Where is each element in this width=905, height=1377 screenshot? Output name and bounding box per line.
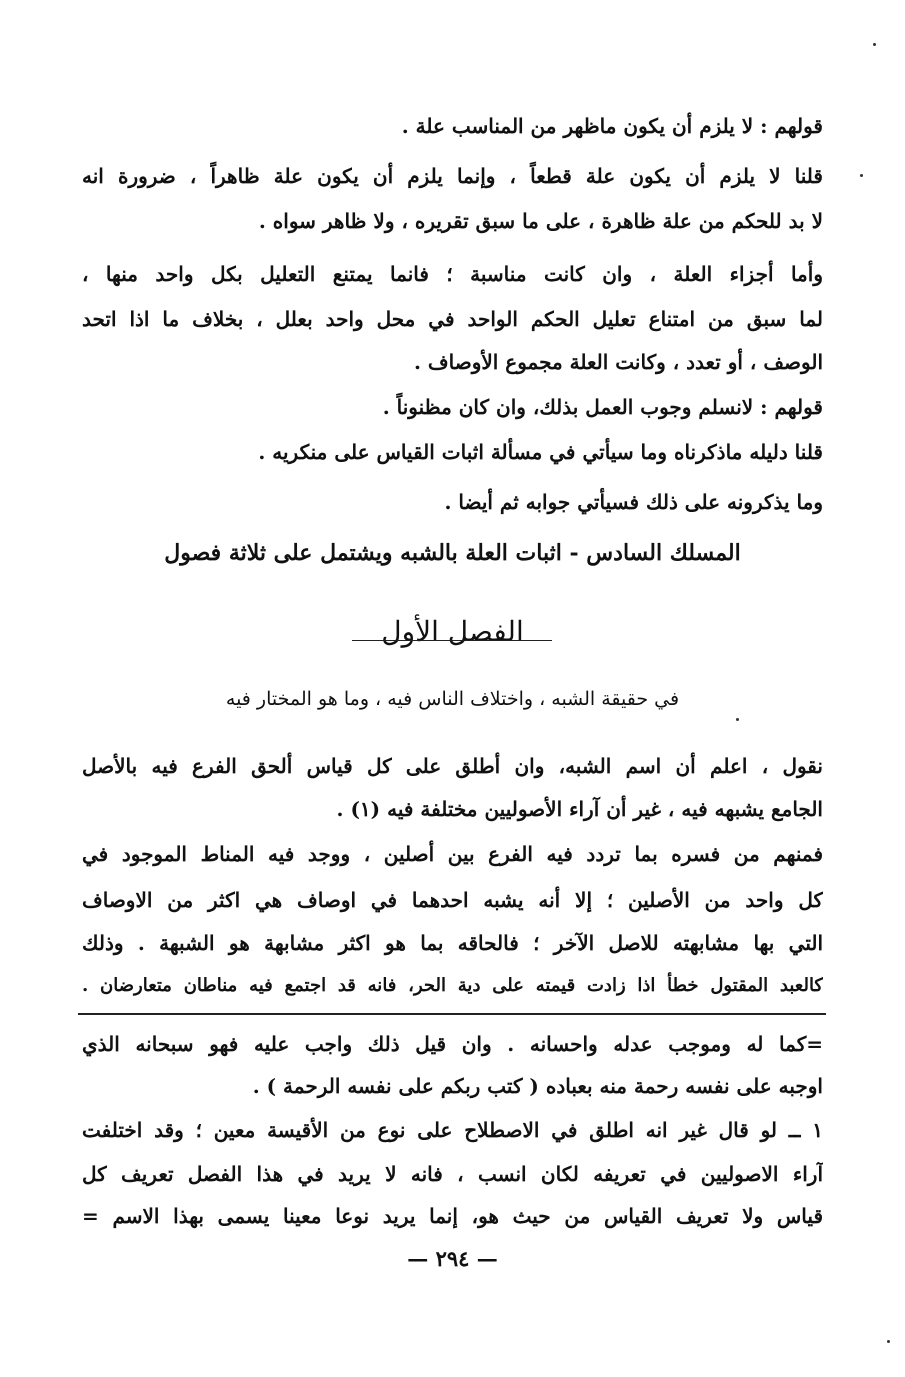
footnote-separator [78,1013,826,1015]
body-line-9: وما يذكرونه على ذلك فسيأتي جوابه ثم أيضا . [444,490,823,514]
chapter-line-4: كل واحد من الأصلين ؛ إلا أنه يشبه احدهما في اوصاف هي اكثر من الاوصاف [82,888,823,912]
body-line-1: قولهم : لا يلزم أن يكون ماظهر من المناسب علة . [401,114,823,138]
footnote-line-3: ١ ــ لو قال غير انه اطلق في الاصطلاح على نوع من الأقيسة معين ؛ وقد اختلفت [82,1118,823,1142]
body-line-4: وأما أجزاء العلة ، وان كانت مناسبة ؛ فانما يمتنع التعليل بكل واحد منها ، [82,262,823,286]
footnote-line-5: قياس ولا تعريف القياس من حيث هو، إنما يريد نوعا معينا يسمى بهذا الاسم = [82,1204,823,1228]
body-line-5: لما سبق من امتناع تعليل الحكم الواحد في محل واحد بعلل ، بخلاف ما اذا اتحد [82,307,823,331]
scan-speck [887,1340,890,1343]
body-line-7: قولهم : لانسلم وجوب العمل بذلك، وان كان مظنوناً . [382,395,823,419]
footnote-line-4: آراء الاصوليين في تعريفه لكان انسب ، فانه لا يريد في هذا الفصل تعريف كل [82,1162,823,1186]
body-line-3: لا بد للحكم من علة ظاهرة ، على ما سبق تقريره ، ولا ظاهر سواه . [258,209,823,233]
scan-speck [873,43,876,46]
section-heading: المسلك السادس - اثبات العلة بالشبه ويشتمل على ثلاثة فصول [164,540,741,566]
body-line-8: قلنا دليله ماذكرناه وما سيأتي في مسألة اثبات القياس على منكريه . [258,440,823,464]
body-line-6: الوصف ، أو تعدد ، وكانت العلة مجموع الأوصاف . [413,350,823,374]
chapter-line-6: كالعبد المقتول خطأ اذا زادت قيمته على دية الحر، فانه قد اجتمع فيه مناطان متعارضان . [82,975,823,996]
chapter-line-1: نقول ، اعلم أن اسم الشبه، وان أطلق على كل قياس ألحق الفرع فيه بالأصل [82,754,823,778]
chapter-subtitle: في حقيقة الشبه ، واختلاف الناس فيه ، وما هو المختار فيه [225,688,680,710]
chapter-line-5: التي بها مشابهته للاصل الآخر ؛ فالحاقه بما هو اكثر مشابهة هو الشبهة . وذلك [82,931,823,955]
scan-speck [860,174,863,177]
page-number: — ٢٩٤ — [407,1246,498,1271]
chapter-title-underline [352,640,552,641]
chapter-line-2: الجامع يشبهه فيه ، غير أن آراء الأصوليين مختلفة فيه (١) . [336,797,823,821]
footnote-line-1: =كما له وموجب عدله واحسانه . وان قيل ذلك واجب عليه فهو سبحانه الذي [82,1032,823,1056]
scan-speck [736,718,739,721]
body-line-2: قلنا لا يلزم أن يكون علة قطعاً ، وإنما يلزم أن يكون علة ظاهراً ، ضرورة انه [82,164,823,188]
chapter-title: الفصل الأول [381,615,524,648]
chapter-line-3: فمنهم من فسره بما تردد فيه الفرع بين أصلين ، ووجد فيه المناط الموجود في [82,842,823,866]
footnote-line-2: اوجبه على نفسه رحمة منه بعباده ( كتب ربكم على نفسه الرحمة ) . [252,1074,823,1098]
